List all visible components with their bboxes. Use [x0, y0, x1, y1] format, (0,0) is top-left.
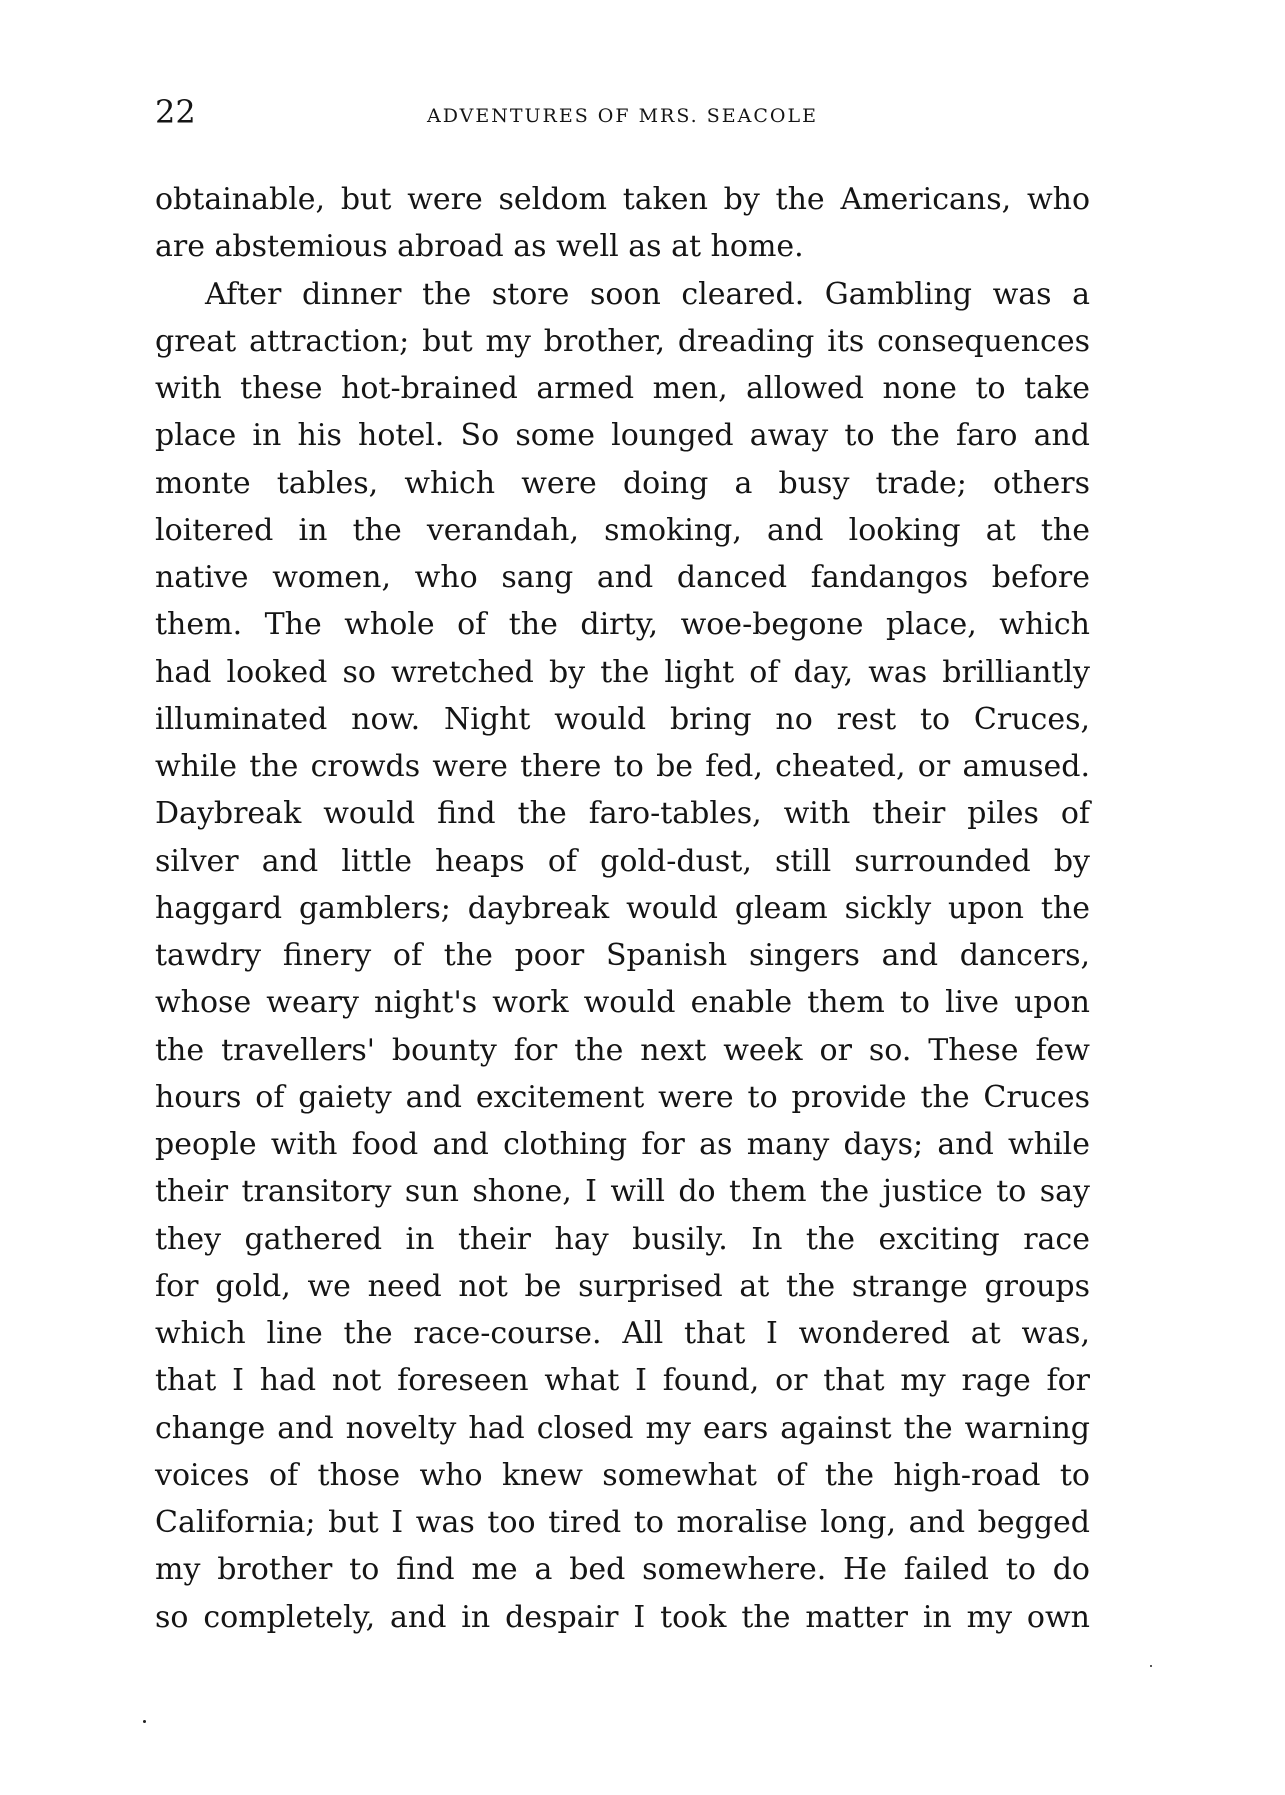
text-line: people with food and clothing for as many days; and while — [155, 1127, 1090, 1162]
text-line: them. The whole of the dirty, woe-begone place, which — [155, 607, 1090, 643]
text-line: monte tables, which were doing a busy trade; others — [155, 465, 1090, 501]
text-line: voices of those who knew somewhat of the high-road to — [155, 1457, 1090, 1493]
text-line: Daybreak would find the faro-tables, with their piles of — [155, 796, 1090, 832]
paragraph-start-line: After dinner the store soon cleared. Gambling was a — [205, 276, 1090, 312]
text-line: illuminated now. Night would bring no rest to Cruces, — [155, 701, 1090, 737]
text-line: native women, who sang and danced fandangos before — [155, 560, 1090, 595]
text-line: change and novelty had closed my ears against the warning — [155, 1410, 1090, 1446]
text-line: tawdry finery of the poor Spanish singers and dancers, — [155, 938, 1090, 973]
text-line: hours of gaiety and excitement were to provide the Cruces — [155, 1079, 1090, 1115]
text-line: had looked so wretched by the light of day, was brilliantly — [155, 654, 1090, 690]
text-line: while the crowds were there to be fed, cheated, or amused. — [155, 749, 1090, 784]
text-line: whose weary night's work would enable them to live upon — [155, 985, 1090, 1021]
text-line: place in his hotel. So some lounged away to the faro and — [155, 418, 1090, 454]
text-line: are abstemious abroad as well as at home. — [155, 229, 804, 265]
text-line: so completely, and in despair I took the matter in my own — [155, 1599, 1090, 1635]
text-line: my brother to find me a bed somewhere. He failed to do — [155, 1552, 1090, 1588]
body-text — [155, 176, 1090, 1641]
text-line: they gathered in their hay busily. In the exciting race — [155, 1221, 1090, 1257]
page-number: 22 — [155, 93, 196, 131]
text-line: the travellers' bounty for the next week or so. These few — [155, 1032, 1090, 1068]
paper-speck — [143, 1720, 146, 1723]
text-line: great attraction; but my brother, dreading its consequences — [155, 323, 1090, 359]
text-line: haggard gamblers; daybreak would gleam sickly upon the — [155, 890, 1090, 926]
text-line: California; but I was too tired to moralise long, and begged — [155, 1505, 1090, 1540]
text-line: their transitory sun shone, I will do them the justice to say — [155, 1174, 1090, 1210]
text-line: obtainable, but were seldom taken by the Americans, who — [155, 182, 1090, 217]
text-line: which line the race-course. All that I wondered at was, — [155, 1316, 1090, 1351]
text-line: that I had not foreseen what I found, or that my rage for — [155, 1363, 1090, 1399]
page-header — [155, 93, 1090, 136]
text-line: loitered in the verandah, smoking, and looking at the — [155, 512, 1090, 548]
running-title: ADVENTURES OF MRS. SEACOLE — [427, 105, 818, 127]
text-line: for gold, we need not be surprised at the strange groups — [155, 1268, 1090, 1304]
paper-speck — [1150, 1665, 1152, 1667]
text-line: with these hot-brained armed men, allowed none to take — [155, 371, 1090, 406]
text-line: silver and little heaps of gold-dust, still surrounded by — [155, 843, 1090, 879]
